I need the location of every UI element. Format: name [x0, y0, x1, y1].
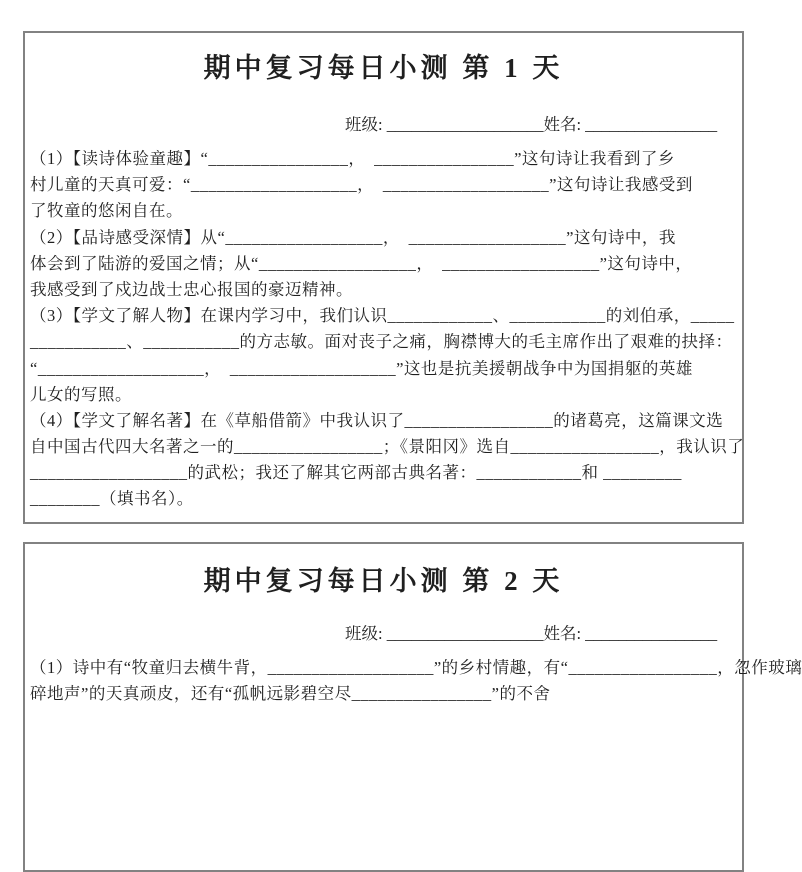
day1-quiz-sheet [23, 31, 744, 524]
question4-line2: 自中国古代四大名著之一的_________________；《景阳冈》选自_________________，我认识了 [30, 437, 745, 457]
question3-line2: ___________、___________的方志敏。面对丧子之痛，胸襟博大的毛主席作出了艰难的抉择： [30, 332, 733, 352]
day2-questions [25, 655, 802, 707]
day1-title: 期中复习每日小测 第 1 天 [203, 53, 564, 83]
question1-line2: 村儿童的天真可爱：“___________________， ___________________”这句诗让我感受到 [30, 175, 693, 195]
day2-quiz-sheet [23, 542, 802, 872]
question3-line1: （3）【学文了解人物】在课内学习中，我们认识____________、___________的刘伯承，_____ [30, 306, 735, 326]
day2-class-name-fields: 班级: ___________________姓名: ________________ [345, 624, 718, 643]
question3-line3: “___________________， ___________________”这也是抗美援朝战争中为国捐躯的英雄 [30, 358, 693, 378]
question1-line3: 了牧童的悠闲自在。 [30, 201, 183, 221]
day1-class-name-fields: 班级: ___________________姓名: ________________ [345, 115, 718, 134]
question2-line3: 我感受到了戍边战士忠心报国的豪迈精神。 [30, 279, 353, 299]
question3-line4: 儿女的写照。 [30, 384, 132, 404]
question1-line1: （1）诗中有“牧童归去横牛背，___________________”的乡村情趣，有“_________________，忽作玻璃 [30, 658, 802, 677]
day2-title: 期中复习每日小测 第 2 天 [203, 566, 564, 596]
question2-line1: （2）【品诗感受深情】从“__________________， __________________”这句诗中，我 [30, 227, 676, 247]
question4-line4: ________（填书名）。 [30, 489, 194, 509]
day1-questions [25, 146, 745, 513]
question2-line2: 体会到了陆游的爱国之情；从“__________________， __________________”这句诗中， [30, 253, 693, 273]
question1-line2-clipped: 碎地声”的天真顽皮，还有“孤帆远影碧空尽________________”的不舍 [30, 684, 551, 704]
question4-line3: __________________的武松；我还了解其它两部古典名著：____________和 _________ [30, 463, 682, 483]
question4-line1: （4）【学文了解名著】在《草船借箭》中我认识了_________________的诸葛亮，这篇课文选 [30, 410, 724, 430]
question1-line1: （1）【读诗体验童趣】“________________， ________________”这句诗让我看到了乡 [30, 149, 675, 168]
